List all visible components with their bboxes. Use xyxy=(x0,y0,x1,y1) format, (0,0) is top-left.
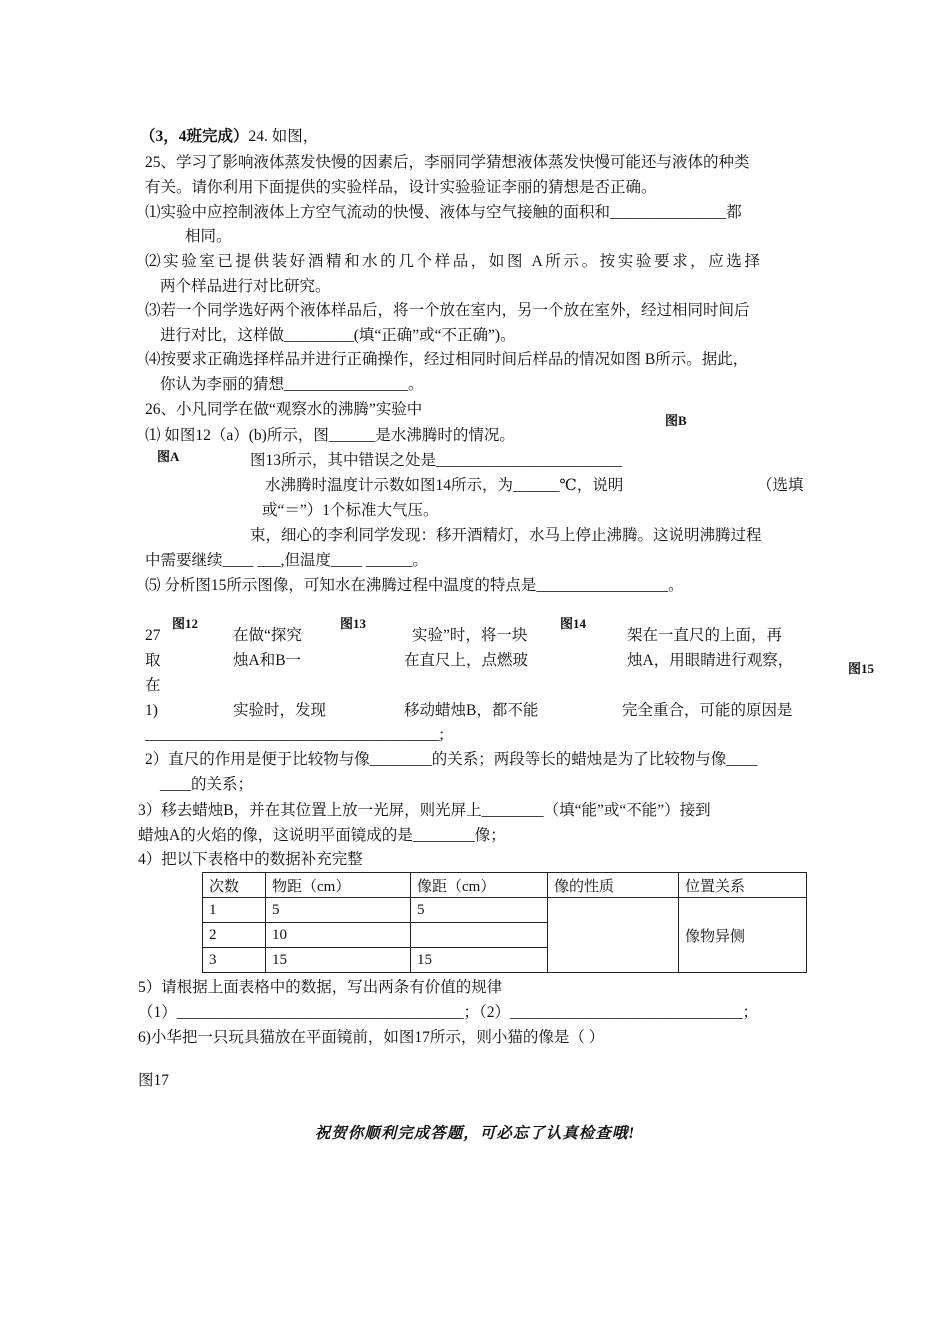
table-header-cell: 像距（cm） xyxy=(411,873,548,898)
table-cell xyxy=(411,923,548,948)
q27-line-2-d: 烛A，用眼睛进行观察， xyxy=(627,652,794,669)
q26-part-4: 束，细心的李利同学发现：移开酒精灯，水马上停止沸腾。这说明沸腾过程 xyxy=(250,527,762,544)
figure-17-caption: 图17 xyxy=(138,1072,170,1089)
q27-line-4-d: 完全重合，可能的原因是 xyxy=(622,702,793,719)
q27-line-1-b: 在做“探究 xyxy=(233,627,302,644)
table-cell: 15 xyxy=(266,948,411,973)
position-relation-cell: 像物异侧 xyxy=(679,898,807,973)
table-header-cell: 像的性质 xyxy=(548,873,679,898)
table-cell: 3 xyxy=(203,948,266,973)
q27-sub-5: 5）请根据上面表格中的数据，写出两条有价值的规律 xyxy=(138,979,503,996)
table-cell: 2 xyxy=(203,923,266,948)
q27-line-2-c: 在直尺上，点燃玻 xyxy=(404,652,529,669)
q25-intro-1: 25、学习了影响液体蒸发快慢的因素后，李丽同学猜想液体蒸发快慢可能还与液体的种类 xyxy=(145,154,750,171)
q27-line-1-a: 27 xyxy=(145,627,161,644)
q26-part-4-cont: 中需要继续____ ___,但温度____ ______。 xyxy=(145,552,428,569)
q27-sub-6: 6)小华把一只玩具猫放在平面镜前，如图17所示，则小猫的像是（ ） xyxy=(138,1029,605,1046)
table-header-cell: 物距（cm） xyxy=(266,873,411,898)
q26-part-3: 水沸腾时温度计示数如图14所示，为______℃，说明 xyxy=(265,477,624,494)
q25-part-4: ⑷按要求正确选择样品并进行正确操作，经过相同时间后样品的情况如图 B所示。据此， xyxy=(145,351,749,368)
table-cell: 15 xyxy=(411,948,548,973)
table-header-cell: 次数 xyxy=(203,873,266,898)
q27-sub-2: 2）直尺的作用是便于比较物与像________的关系；两段等长的蜡烛是为了比较物与像____ xyxy=(145,751,758,768)
q26-intro: 26、小凡同学在做“观察水的沸腾”实验中 xyxy=(145,401,423,418)
q27-line-2-a: 取 xyxy=(145,652,161,669)
table-header-cell: 位置关系 xyxy=(679,873,807,898)
figure-15-caption: 图15 xyxy=(848,661,875,676)
q27-line-1-c: 实验”时，将一块 xyxy=(412,627,528,644)
q25-part-2: ⑵实验室已提供装好酒精和水的几个样品，如图 A所示。按实验要求，应选择 xyxy=(145,253,763,270)
class-note: （3，4班完成） xyxy=(140,128,249,145)
table-cell: 10 xyxy=(266,923,411,948)
table-cell: 5 xyxy=(411,898,548,923)
q25-part-3: ⑶若一个同学选好两个液体样品后，将一个放在室内，另一个放在室外，经过相同时间后 xyxy=(145,302,750,319)
q26-part-1: ⑴ 如图12（a）(b)所示，图______是水沸腾时的情况。 xyxy=(145,427,515,444)
q26-part-5: ⑸ 分析图15所示图像，可知水在沸腾过程中温度的特点是_________________。 xyxy=(145,577,684,594)
figure-b-caption: 图B xyxy=(665,413,687,428)
q27-line-1-d: 架在一直尺的上面，再 xyxy=(627,627,783,644)
image-nature-cell xyxy=(548,898,679,973)
q27-sub-4: 4）把以下表格中的数据补充完整 xyxy=(138,851,363,868)
data-table xyxy=(202,872,807,973)
table-cell: 5 xyxy=(266,898,411,923)
q27-line-4-a: 1) xyxy=(145,702,158,719)
table-header-row xyxy=(203,873,807,898)
q25-part-4-cont: 你认为李丽的猜想________________。 xyxy=(160,376,424,393)
q25-part-1: ⑴实验中应控制液体上方空气流动的快慢、液体与空气接触的面积和_______________都 xyxy=(145,204,742,221)
q27-sub-5-answers: （1）_____________________________________；（2）______________________________； xyxy=(138,1004,759,1021)
figure-14-caption: 图14 xyxy=(560,616,587,631)
closing-message: 祝贺你顺利完成答题，可必忘了认真检查哦! xyxy=(314,1125,636,1142)
q27-sub-3: 3）移去蜡烛B，并在其位置上放一光屏，则光屏上________（填“能”或“不能”）接到 xyxy=(138,802,711,819)
q26-part-3-tail: （选填 xyxy=(757,477,804,494)
q27-line-3-a: 在 xyxy=(145,677,161,694)
q27-sub-2-cont: ____的关系； xyxy=(160,776,254,793)
q27-line-4-c: 移动蜡烛B，都不能 xyxy=(404,702,539,719)
q27-sub-3-cont: 蜡烛A的火焰的像，这说明平面镜成的是________像； xyxy=(138,827,506,844)
question-24: 24. 如图， xyxy=(248,128,319,145)
figure-a-caption: 图A xyxy=(157,449,180,464)
figure-13-caption: 图13 xyxy=(340,616,367,631)
q27-line-5: ______________________________________; xyxy=(145,726,444,743)
table-row xyxy=(203,898,807,923)
q26-part-3-cont: 或“＝”）1个标准大气压。 xyxy=(262,502,439,519)
q25-part-3-cont: 进行对比，这样做_________(填“正确”或“不正确”)。 xyxy=(160,327,516,344)
table-cell: 1 xyxy=(203,898,266,923)
q25-part-2-cont: 两个样品进行对比研究。 xyxy=(160,278,331,295)
figure-12-caption: 图12 xyxy=(172,616,199,631)
q26-part-2: 图13所示，其中错误之处是________________________ xyxy=(250,452,623,469)
q27-line-2-b: 烛A和B一 xyxy=(233,652,302,669)
q25-part-1-cont: 相同。 xyxy=(185,228,232,245)
q27-line-4-b: 实验时，发现 xyxy=(233,702,327,719)
q25-intro-2: 有关。请你利用下面提供的实验样品，设计实验验证李丽的猜想是否正确。 xyxy=(145,179,657,196)
